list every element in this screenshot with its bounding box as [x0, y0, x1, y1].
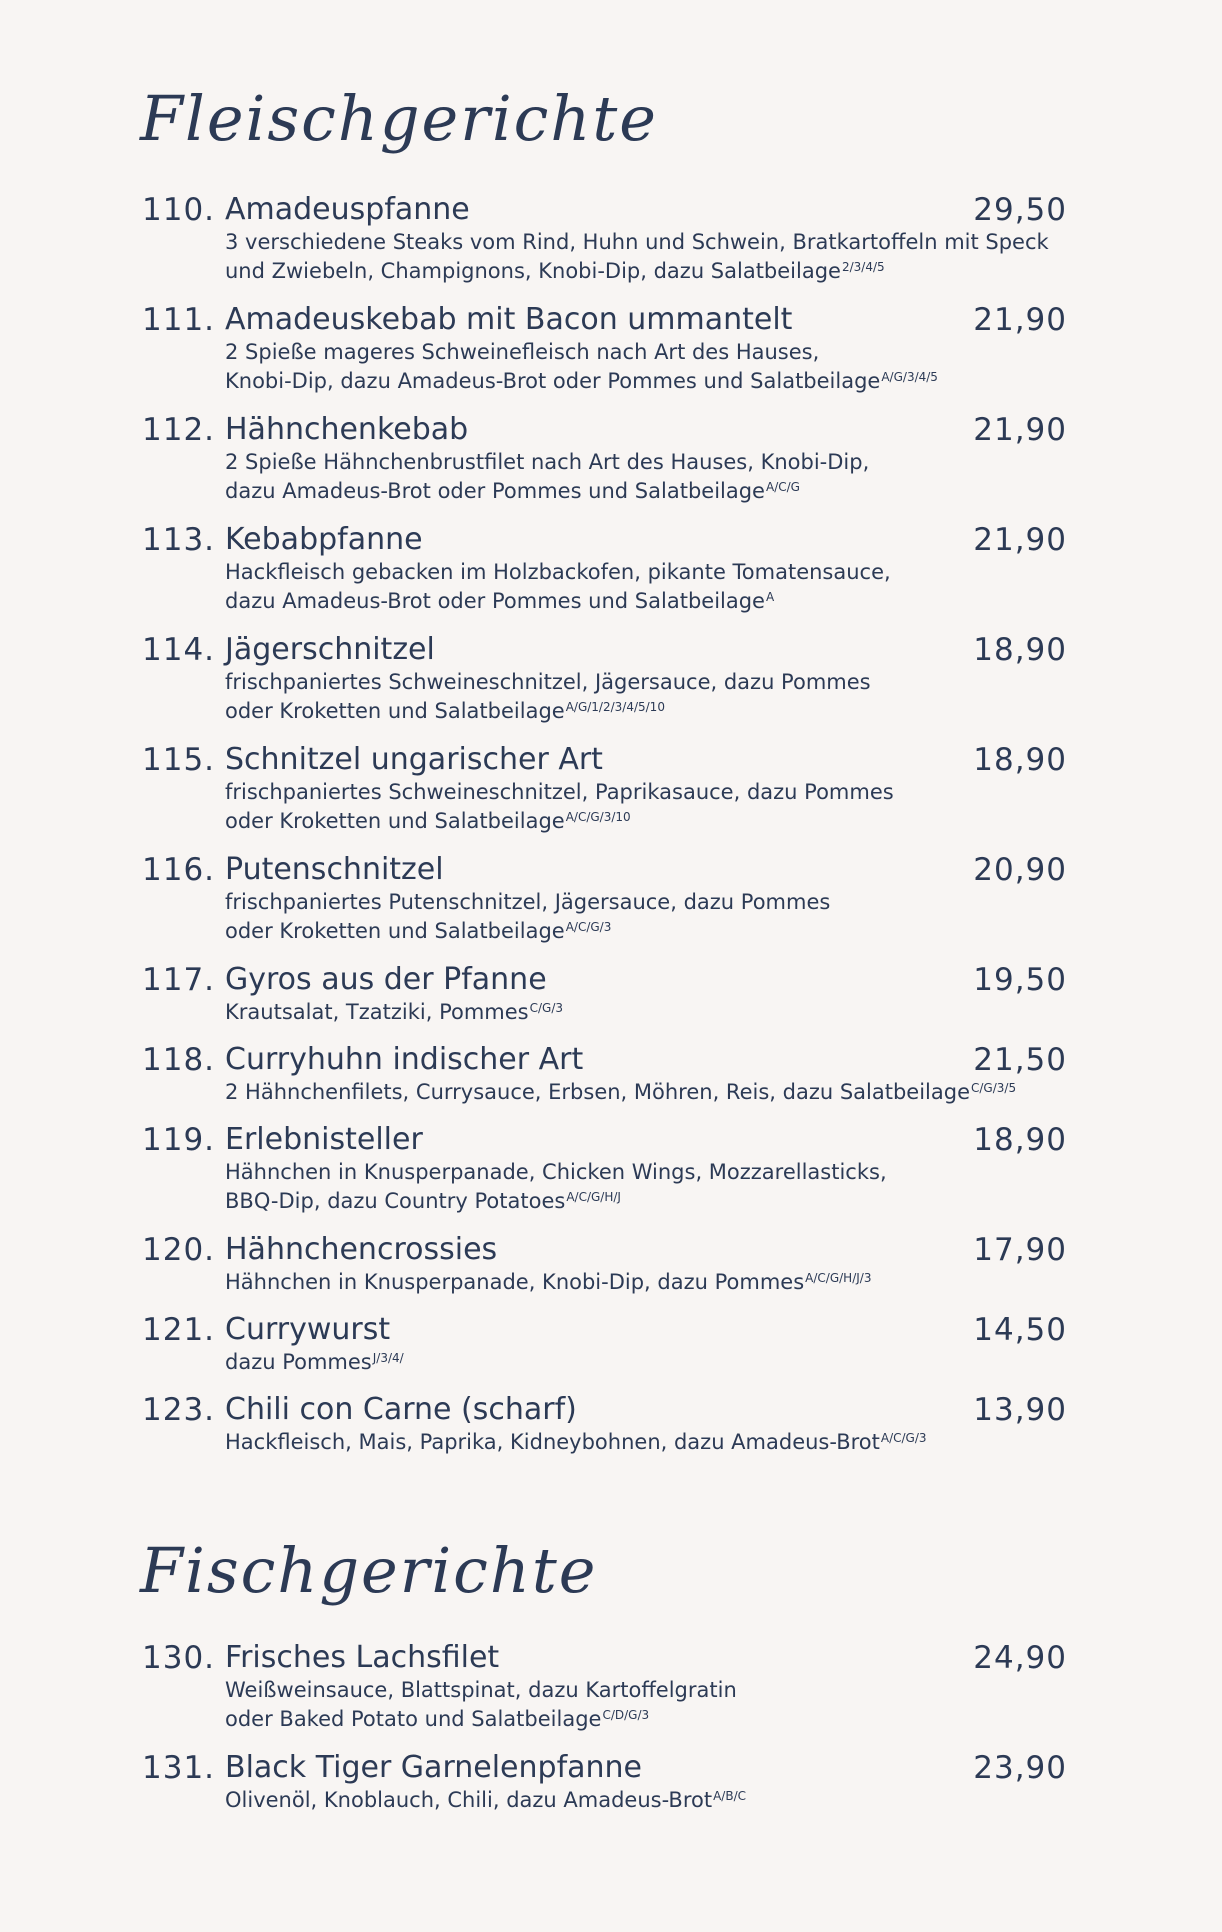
description-text: frischpaniertes Schweineschnitzel, Paprikasauce, dazu Pommes [225, 780, 894, 804]
description-text: dazu Amadeus-Brot oder Pommes und Salatbeilage [225, 589, 765, 613]
item-name: Curryhuhn indischer Art [225, 1042, 584, 1077]
description-text: BBQ-Dip, dazu Country Potatoes [225, 1189, 566, 1213]
allergen-codes: C/G/3/5 [971, 1081, 1017, 1095]
description-text: oder Kroketten und Salatbeilage [225, 699, 565, 723]
description-line [225, 558, 1045, 587]
item-description [225, 338, 1045, 396]
item-price: 23,90 [973, 1750, 1067, 1786]
item-name: Putenschnitzel [225, 852, 444, 887]
allergen-codes: A/C/G/3 [565, 920, 612, 934]
item-name: Amadeuskebab mit Bacon ummantelt [225, 302, 793, 337]
menu-item [142, 520, 1067, 630]
item-price: 21,90 [973, 412, 1067, 448]
description-line [225, 257, 1045, 286]
item-name: Chili con Carne (scharf) [225, 1392, 577, 1427]
section-title-fischgerichte: Fischgerichte [140, 1534, 598, 1607]
description-line [225, 998, 1045, 1027]
item-price: 20,90 [973, 852, 1067, 888]
item-price: 18,90 [973, 1122, 1067, 1158]
item-description [225, 558, 1045, 616]
description-text: Knobi-Dip, dazu Amadeus-Brot oder Pommes und Salatbeilage [225, 369, 881, 393]
item-number: 114. [142, 632, 216, 668]
item-price: 21,50 [973, 1042, 1067, 1078]
item-number: 130. [142, 1640, 216, 1676]
item-number: 112. [142, 412, 216, 448]
menu-item [142, 1638, 1067, 1748]
item-name: Erlebnisteller [225, 1122, 423, 1157]
description-line [225, 807, 1045, 836]
menu-list-fischgerichte [142, 1638, 1067, 1828]
item-number: 131. [142, 1750, 216, 1786]
allergen-codes: C/G/3 [529, 1001, 564, 1015]
item-name: Black Tiger Garnelenpfanne [225, 1750, 642, 1785]
description-text: frischpaniertes Putenschnitzel, Jägersauce, dazu Pommes [225, 890, 831, 914]
item-number: 116. [142, 852, 216, 888]
allergen-codes: A/B/C [713, 1789, 746, 1803]
description-line [225, 1348, 1045, 1377]
description-line [225, 888, 1045, 917]
description-line [225, 587, 1045, 616]
allergen-codes: A/G/1/2/3/4/5/10 [565, 700, 665, 714]
item-number: 119. [142, 1122, 216, 1158]
description-text: Hackfleisch gebacken im Holzbackofen, pikante Tomatensauce, [225, 560, 891, 584]
item-price: 13,90 [973, 1392, 1067, 1428]
description-line [225, 1786, 1045, 1815]
description-text: oder Kroketten und Salatbeilage [225, 809, 565, 833]
allergen-codes: A [765, 590, 775, 604]
item-name: Kebabpfanne [225, 522, 423, 557]
allergen-codes: J/3/4/ [372, 1351, 404, 1365]
description-text: Hackfleisch, Mais, Paprika, Kidneybohnen, dazu Amadeus-Brot [225, 1430, 880, 1454]
description-text: 2 Hähnchenfilets, Currysauce, Erbsen, Möhren, Reis, dazu Salatbeilage [225, 1080, 970, 1104]
menu-item [142, 190, 1067, 300]
description-line [225, 917, 1045, 946]
description-line [225, 228, 1049, 257]
description-text: Krautsalat, Tzatziki, Pommes [225, 1000, 529, 1024]
item-description [225, 448, 1045, 506]
item-description [225, 1078, 1045, 1107]
description-line [225, 367, 1045, 396]
allergen-codes: A/C/G [765, 480, 800, 494]
item-price: 18,90 [973, 632, 1067, 668]
item-number: 123. [142, 1392, 216, 1428]
item-description [225, 228, 1049, 286]
item-description [225, 1268, 1045, 1297]
description-text: Olivenöl, Knoblauch, Chili, dazu Amadeus-Brot [225, 1788, 713, 1812]
item-description [225, 998, 1045, 1027]
description-text: 3 verschiedene Steaks vom Rind, Huhn und Schwein, Bratkartoffeln mit Speck [225, 230, 1049, 254]
item-description [225, 888, 1045, 946]
description-line [225, 1078, 1045, 1107]
item-description [225, 668, 1045, 726]
description-text: 2 Spieße mageres Schweinefleisch nach Art des Hauses, [225, 340, 820, 364]
allergen-codes: A/C/G/H/J/3 [805, 1271, 872, 1285]
item-description [225, 1676, 1045, 1734]
description-text: frischpaniertes Schweineschnitzel, Jägersauce, dazu Pommes [225, 670, 871, 694]
menu-item [142, 300, 1067, 410]
item-description [225, 1786, 1045, 1815]
item-description [225, 1428, 1045, 1457]
description-line [225, 1428, 1045, 1457]
description-text: oder Kroketten und Salatbeilage [225, 919, 565, 943]
item-number: 115. [142, 742, 216, 778]
allergen-codes: C/D/G/3 [602, 1708, 650, 1722]
menu-item [142, 1748, 1067, 1828]
description-line [225, 1268, 1045, 1297]
allergen-codes: 2/3/4/5 [841, 260, 885, 274]
item-price: 29,50 [973, 192, 1067, 228]
menu-list-fleischgerichte [142, 190, 1067, 1470]
item-name: Jägerschnitzel [225, 632, 435, 667]
description-text: oder Baked Potato und Salatbeilage [225, 1707, 602, 1731]
item-price: 21,90 [973, 522, 1067, 558]
menu-item [142, 1390, 1067, 1470]
description-text: Hähnchen in Knusperpanade, Chicken Wings, Mozzarellasticks, [225, 1160, 887, 1184]
allergen-codes: A/C/G/3 [880, 1431, 927, 1445]
description-text: und Zwiebeln, Champignons, Knobi-Dip, dazu Salatbeilage [225, 259, 841, 283]
item-number: 113. [142, 522, 216, 558]
description-line [225, 448, 1045, 477]
item-name: Frisches Lachsfilet [225, 1640, 500, 1675]
menu-item [142, 1310, 1067, 1390]
item-name: Hähnchenkebab [225, 412, 469, 447]
description-line [225, 1187, 1045, 1216]
item-number: 120. [142, 1232, 216, 1268]
description-text: dazu Amadeus-Brot oder Pommes und Salatbeilage [225, 479, 765, 503]
description-text: Weißweinsauce, Blattspinat, dazu Kartoffelgratin [225, 1678, 737, 1702]
menu-item [142, 740, 1067, 850]
description-text: Hähnchen in Knusperpanade, Knobi-Dip, dazu Pommes [225, 1270, 805, 1294]
description-line [225, 338, 1045, 367]
item-price: 17,90 [973, 1232, 1067, 1268]
description-text: 2 Spieße Hähnchenbrustfilet nach Art des Hauses, Knobi-Dip, [225, 450, 870, 474]
menu-item [142, 630, 1067, 740]
description-line [225, 1705, 1045, 1734]
item-price: 24,90 [973, 1640, 1067, 1676]
item-price: 14,50 [973, 1312, 1067, 1348]
item-description [225, 1348, 1045, 1377]
section-title-fleischgerichte: Fleischgerichte [140, 82, 658, 155]
item-name: Currywurst [225, 1312, 391, 1347]
item-price: 21,90 [973, 302, 1067, 338]
item-number: 117. [142, 962, 216, 998]
item-description [225, 1158, 1045, 1216]
description-line [225, 668, 1045, 697]
menu-item [142, 1040, 1067, 1120]
item-description [225, 778, 1045, 836]
description-line [225, 477, 1045, 506]
item-number: 110. [142, 192, 216, 228]
item-price: 19,50 [973, 962, 1067, 998]
description-line [225, 697, 1045, 726]
item-number: 121. [142, 1312, 216, 1348]
description-line [225, 778, 1045, 807]
item-number: 111. [142, 302, 216, 338]
item-number: 118. [142, 1042, 216, 1078]
item-name: Amadeuspfanne [225, 192, 470, 227]
menu-item [142, 1120, 1067, 1230]
item-price: 18,90 [973, 742, 1067, 778]
allergen-codes: A/C/G/H/J [566, 1190, 621, 1204]
allergen-codes: A/G/3/4/5 [881, 370, 938, 384]
item-name: Gyros aus der Pfanne [225, 962, 547, 997]
item-name: Schnitzel ungarischer Art [225, 742, 603, 777]
menu-item [142, 960, 1067, 1040]
allergen-codes: A/C/G/3/10 [565, 810, 631, 824]
menu-item [142, 1230, 1067, 1310]
item-name: Hähnchencrossies [225, 1232, 498, 1267]
description-line [225, 1676, 1045, 1705]
description-text: dazu Pommes [225, 1350, 372, 1374]
menu-item [142, 410, 1067, 520]
description-line [225, 1158, 1045, 1187]
menu-item [142, 850, 1067, 960]
